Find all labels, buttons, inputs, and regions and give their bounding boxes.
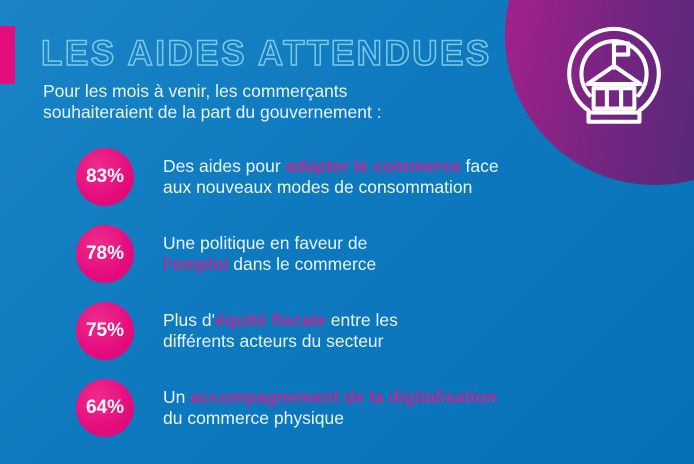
title-accent-bar: [0, 26, 15, 84]
stat-value: 83%: [85, 166, 125, 187]
government-building-icon: [558, 16, 670, 142]
stat-value: 75%: [85, 320, 125, 341]
stat-row: [76, 377, 497, 439]
stat-description: Une politique en faveur de l'emploi dans le commerce: [163, 233, 377, 274]
subtitle-line1: Pour les mois à venir, les commerçants: [43, 81, 348, 101]
stat-percentage-badge: [76, 225, 134, 283]
page-title: LES AIDES ATTENDUES: [41, 34, 492, 73]
stat-percentage-badge: [76, 302, 134, 360]
stat-row: [76, 223, 376, 285]
stat-percentage-badge: [76, 379, 134, 437]
stat-description: Plus d'équité fiscale entre les différents acteurs du secteur: [163, 310, 398, 351]
stat-row: [76, 300, 398, 362]
stat-value: 78%: [85, 243, 125, 264]
stat-description: Des aides pour adapter le commerce face aux nouveaux modes de consommation: [163, 156, 499, 197]
subtitle-line2: souhaiteraient de la part du gouvernement :: [43, 102, 382, 122]
stat-percentage-badge: [76, 148, 134, 206]
subtitle: [43, 81, 382, 123]
stat-description: Un accompagnement de la digitalisation du commerce physique: [163, 387, 497, 428]
stat-row: [76, 146, 499, 208]
stat-value: 64%: [85, 397, 125, 418]
